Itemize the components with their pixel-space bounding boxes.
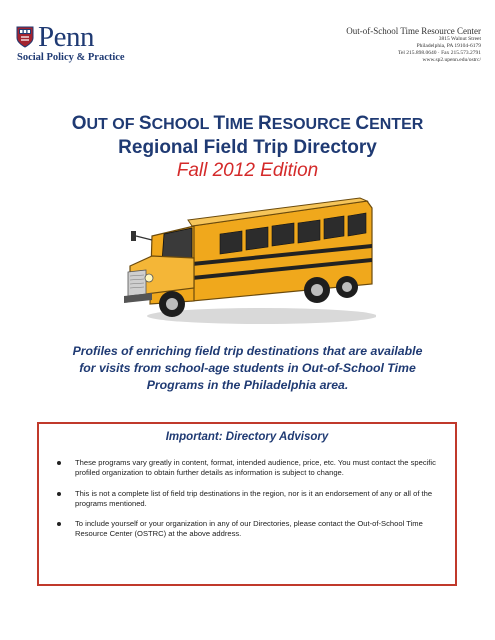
advisory-item: This is not a complete list of field trip destinations in the region, nor is it an endorsement of any or all of the programs mentioned. <box>53 489 447 510</box>
address-street: 3815 Walnut Street <box>438 36 481 42</box>
bullet-icon <box>57 492 61 496</box>
advisory-item: These programs vary greatly in content, format, intended audience, price, etc. You must contact the specific profiled organization to obtain further details as information is subject to change. <box>53 458 447 479</box>
address-city: Philadelphia, PA 19104-6179 <box>416 43 481 49</box>
description-line-3: Programs in the Philadelphia area. <box>146 378 349 392</box>
address-url: www.sp2.upenn.edu/ostrc/ <box>422 57 481 63</box>
logo-subtitle: Social Policy & Practice <box>17 52 125 63</box>
description-line-2: for visits from school-age students in Out-of-School Time <box>79 361 416 375</box>
address-phone: Tel 215.898.0640 · Fax 215.573.2791 <box>397 50 481 56</box>
description-line-1: Profiles of enriching field trip destinations that are available <box>72 344 423 358</box>
center-address <box>346 26 481 64</box>
page-title: Regional Field Trip Directory <box>118 137 377 158</box>
bullet-icon <box>57 522 61 526</box>
directory-description <box>50 343 445 394</box>
penn-logo <box>14 22 144 66</box>
page-title-org: OUT OF SCHOOL TIME RESOURCE CENTER <box>71 113 424 134</box>
logo-wordmark: Penn <box>38 21 94 53</box>
advisory-title: Important: Directory Advisory <box>165 431 329 443</box>
school-bus-icon <box>122 196 376 326</box>
edition-subtitle: Fall 2012 Edition <box>176 160 319 181</box>
advisory-list <box>53 458 447 550</box>
advisory-item: To include yourself or your organization in any of our Directories, please contact the Out-of-School Time Resource Center (OSTRC) at the above address. <box>53 519 447 540</box>
bullet-icon <box>57 461 61 465</box>
advisory-box <box>37 422 457 586</box>
center-name: Out-of-School Time Resource Center <box>346 26 481 36</box>
penn-shield-icon <box>16 26 34 48</box>
